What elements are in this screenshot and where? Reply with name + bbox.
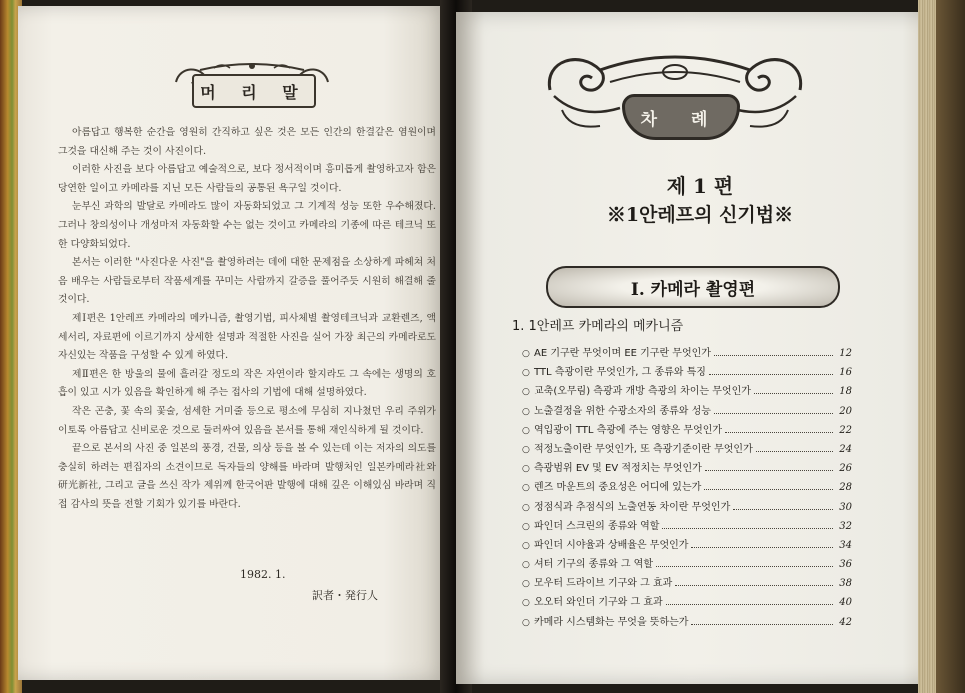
toc-entry-page: 12 — [839, 348, 852, 359]
toc-leader-dots — [714, 354, 833, 356]
section-heading: 1. 1안레프 카메라의 메카니즘 — [512, 319, 684, 334]
page-edges — [918, 0, 965, 693]
preface-paragraph: 이러한 사진을 보다 아름답고 예술적으로, 보다 정서적이며 흥미롭게 촬영하고자 함은 당연한 일이고 카메라를 지닌 모든 사람들의 공통된 욕구일 것이다. — [58, 164, 436, 194]
toc-entry — [522, 593, 852, 612]
preface-paragraph: 끝으로 본서의 사진 중 일본의 풍경, 건물, 의상 등을 볼 수 있는데 이는 저자의 의도를 충실히 하려는 편집자의 소견이므로 독자들의 양해를 바라며 발행처인 일본카메라社와 研光新社, 그리고 글을 쓰신 작가 제위께 한국어판 발행에 대해 깊은 이해있심 바라며 직접 감사의 뜻을 전할 기회가 있기를 바란다. — [58, 443, 436, 510]
hollow-circle-icon: ○ — [522, 598, 530, 609]
preface-paragraph: 아름답고 행복한 순간을 영원히 간직하고 싶은 것은 모든 인간의 한결같은 염원이며 그것을 대신해 주는 것이 사진이다. — [58, 127, 436, 157]
toc-entry-page: 30 — [839, 501, 852, 513]
contents-heading: 차 례 — [622, 94, 740, 140]
toc-entry — [522, 478, 852, 497]
toc-leader-dots — [756, 450, 833, 452]
hollow-circle-icon: ○ — [522, 406, 530, 417]
toc-entry-title: 파인더 시야율과 상배율은 무엇인가 — [534, 539, 689, 551]
chapter-heading: Ⅰ. 카메라 촬영편 — [546, 266, 840, 308]
toc-entry — [522, 517, 852, 536]
toc-entry — [522, 421, 852, 440]
toc-entry-page: 22 — [839, 424, 852, 436]
toc-entry-page: 26 — [839, 463, 852, 475]
toc-entry — [522, 459, 852, 478]
toc-leader-dots — [691, 623, 833, 625]
toc-leader-dots — [754, 392, 833, 394]
hollow-circle-icon: ○ — [522, 579, 530, 590]
toc-leader-dots — [691, 546, 833, 548]
toc-entry-page: 28 — [839, 482, 852, 494]
toc-entry-title: 역입광이 TTL 측광에 주는 영향은 무엇인가 — [534, 424, 723, 436]
toc-entry — [522, 440, 852, 459]
toc-entry-title: 오오터 와인더 기구와 그 효과 — [534, 597, 663, 609]
toc-entry — [522, 555, 852, 574]
part-title: 제 1 편 — [666, 174, 734, 198]
toc-leader-dots — [714, 412, 833, 414]
toc-leader-dots — [666, 603, 833, 605]
hollow-circle-icon: ○ — [522, 617, 530, 628]
toc-entry-page: 32 — [839, 520, 852, 532]
toc-entry — [522, 402, 852, 421]
preface-paragraph: 눈부신 과학의 발달로 카메라도 많이 자동화되었고 그 기계적 성능 또한 우수해졌다. 그러나 창의성이나 개성마저 자동화할 수는 없는 것이고 카메라의 기종에 따른 테크닉 또한 다양화되었다. — [58, 201, 436, 250]
hollow-circle-icon: ○ — [522, 368, 530, 379]
preface-paragraph: 작은 곤충, 꽃 속의 꽃술, 섬세한 거미줄 등으로 평소에 무심히 지나쳤던 우리 주위가 이토록 아름답고 신비로운 것으로 둘러싸여 있음을 본서를 통해 재인식하게 될 것이다. — [58, 405, 436, 436]
toc-leader-dots — [704, 488, 833, 490]
toc-entry-page: 34 — [839, 539, 852, 551]
toc-leader-dots — [675, 584, 833, 586]
toc-leader-dots — [656, 565, 833, 567]
toc-leader-dots — [733, 508, 833, 510]
toc-entry — [522, 613, 852, 632]
toc-entry — [522, 536, 852, 555]
hollow-circle-icon: ○ — [522, 387, 530, 398]
toc-leader-dots — [662, 527, 833, 529]
hollow-circle-icon: ○ — [522, 483, 530, 494]
toc-entry-page: 36 — [839, 559, 852, 571]
toc-entry-page: 16 — [839, 367, 852, 379]
preface-date: 1982. 1. — [240, 568, 286, 581]
toc-entry-page: 40 — [839, 597, 852, 609]
toc-entry-page: 20 — [839, 405, 852, 417]
toc-entry-title: 적정노출이란 무엇인가, 또 측광기준이란 무엇인가 — [534, 443, 753, 455]
toc-entry-title: AE 기구란 무엇이며 EE 기구란 무엇인가 — [534, 348, 711, 359]
toc-entry-page: 18 — [839, 386, 852, 398]
toc-entry — [522, 498, 852, 517]
toc-entry-page: 42 — [839, 616, 852, 628]
preface-heading: 머 리 말 — [192, 74, 316, 108]
hollow-circle-icon: ○ — [522, 425, 530, 436]
hollow-circle-icon: ○ — [522, 560, 530, 571]
toc-entry-page: 24 — [839, 443, 852, 455]
toc-entry-title: 정점식과 추점식의 노출연동 차이란 무엇인가 — [534, 501, 731, 513]
preface-paragraph: 본서는 이러한 "사진다운 사진"을 촬영하려는 데에 대한 문제점을 소상하게 파헤쳐 처음 배우는 사람들로부터 작품세계를 꾸미는 사람까지 갈증을 풀어주듯 시원히 해결해 줄 것이다. — [58, 257, 436, 306]
toc-list — [522, 344, 852, 632]
toc-entry — [522, 363, 852, 382]
toc-entry-page: 38 — [839, 578, 852, 590]
preface-signature — [240, 568, 378, 603]
part-subtitle: ※1안레프의 신기법※ — [606, 204, 794, 226]
hollow-circle-icon: ○ — [522, 349, 530, 359]
preface-author: 訳者・発行人 — [312, 589, 378, 602]
toc-entry-title: 노출결정을 위한 수광소자의 종류와 성능 — [534, 405, 711, 417]
toc-entry-title: 모우터 드라이브 기구와 그 효과 — [534, 578, 673, 590]
hollow-circle-icon: ○ — [522, 521, 530, 532]
toc-leader-dots — [705, 469, 833, 471]
hollow-circle-icon: ○ — [522, 444, 530, 455]
hollow-circle-icon: ○ — [522, 502, 530, 513]
toc-entry-title: 파인더 스크린의 종류와 역할 — [534, 520, 660, 532]
toc-leader-dots — [725, 431, 833, 433]
hollow-circle-icon: ○ — [522, 464, 530, 475]
preface-paragraph: 제Ⅰ편은 1안레프 카메라의 메카니즘, 촬영기법, 피사체별 촬영테크닉과 교환렌즈, 액세서리, 자료편에 이르기까지 상세한 설명과 적절한 사진을 실어 가장 최근의 카메라로도 자신있는 작품을 구성할 수 있게 하였다. — [58, 312, 436, 362]
preface-body — [58, 124, 436, 514]
toc-leader-dots — [709, 373, 833, 375]
toc-entry-title: 카메라 시스템화는 무엇을 뜻하는가 — [534, 616, 689, 628]
contents-heading-banner — [540, 50, 810, 150]
toc-entry — [522, 574, 852, 593]
toc-entry — [522, 382, 852, 401]
toc-entry-title: 교축(오무림) 측광과 개방 측광의 차이는 무엇인가 — [534, 386, 751, 398]
hollow-circle-icon: ○ — [522, 540, 530, 551]
preface-heading-banner — [170, 60, 334, 104]
toc-entry-title: 렌즈 마운트의 중요성은 어디에 있는가 — [534, 482, 702, 494]
preface-paragraph: 제Ⅱ편은 한 방울의 물에 흘러갈 정도의 작은 자연이라 할지라도 그 속에는 생명의 호흡이 있고 시가 있음을 확인하게 해 주는 접사의 기법에 대해 설명하였다. — [58, 368, 436, 399]
toc-entry — [522, 344, 852, 363]
toc-entry-title: 측광범위 EV 및 EV 적정치는 무엇인가 — [534, 463, 702, 475]
toc-entry-title: TTL 측광이란 무엇인가, 그 종류와 특징 — [534, 367, 706, 379]
toc-entry-title: 셔터 기구의 종류와 그 역할 — [534, 559, 653, 571]
